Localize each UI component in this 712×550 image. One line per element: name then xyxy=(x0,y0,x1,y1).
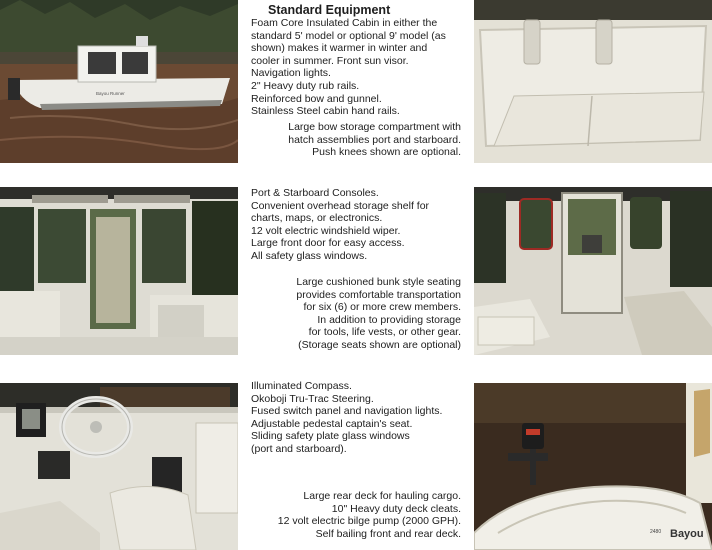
text-line: 12 volt electric windshield wiper. xyxy=(251,224,401,237)
text-line: 10" Heavy duty deck cleats. xyxy=(331,502,461,515)
seating-description xyxy=(296,276,461,352)
text-line: Fused switch panel and navigation lights. xyxy=(251,405,443,418)
text-line: shown) makes it warmer in winter and xyxy=(251,42,428,55)
photo-rear-deck xyxy=(474,383,712,550)
boat-side-text: Bayou Runner xyxy=(96,91,125,96)
hull-number-text: 2480 xyxy=(650,529,662,535)
photo-boat-on-water xyxy=(0,0,238,163)
text-line: Large rear deck for hauling cargo. xyxy=(303,490,461,502)
text-line: Adjustable pedestal captain's seat. xyxy=(251,417,413,430)
text-line: (Storage seats shown are optional) xyxy=(298,338,461,351)
text-line: Large bow storage compartment with xyxy=(288,121,461,133)
text-line: 12 volt electric bilge pump (2000 GPH). xyxy=(277,515,461,528)
helm-description xyxy=(251,380,442,456)
text-line: cooler in summer. Front sun visor. xyxy=(251,54,409,67)
text-line: Large front door for easy access. xyxy=(251,237,405,250)
text-line: Illuminated Compass. xyxy=(251,380,352,392)
text-line: provides comfortable transportation xyxy=(296,288,461,301)
text-line: 2" Heavy duty rub rails. xyxy=(251,79,360,92)
text-line: charts, maps, or electronics. xyxy=(251,212,383,225)
text-line: Push knees shown are optional. xyxy=(312,146,461,159)
text-line: standard 5' model or optional 9' model (as xyxy=(251,29,446,42)
text-line: Navigation lights. xyxy=(251,67,331,80)
rear-deck-description xyxy=(278,490,461,540)
text-line: (port and starboard). xyxy=(251,442,347,455)
photo-bunk-seating xyxy=(474,187,712,355)
bow-storage-description xyxy=(288,121,461,159)
text-line: All safety glass windows. xyxy=(251,249,368,262)
photo-console-interior xyxy=(0,187,238,355)
text-line: Stainless Steel cabin hand rails. xyxy=(251,105,400,118)
text-line: Sliding safety plate glass windows xyxy=(251,430,410,443)
text-line: Reinforced bow and gunnel. xyxy=(251,92,382,105)
text-line: Okoboji Tru-Trac Steering. xyxy=(251,392,374,405)
text-line: In addition to providing storage xyxy=(317,313,461,326)
text-line: Self bailing front and rear deck. xyxy=(315,527,461,540)
text-line: for six (6) or more crew members. xyxy=(303,301,461,314)
photo-helm xyxy=(0,383,238,550)
page-title: Standard Equipment xyxy=(268,3,391,17)
hull-badge-text: Bayou xyxy=(670,528,704,540)
text-line: for tools, life vests, or other gear. xyxy=(308,326,461,339)
text-line: hatch assemblies port and starboard. xyxy=(288,133,461,146)
photo-bow-storage xyxy=(474,0,712,163)
text-line: Large cushioned bunk style seating xyxy=(296,276,461,288)
text-line: Foam Core Insulated Cabin in either the xyxy=(251,17,438,29)
consoles-description xyxy=(251,187,429,263)
cabin-description xyxy=(251,17,446,118)
text-line: Port & Starboard Consoles. xyxy=(251,187,379,199)
text-line: Convenient overhead storage shelf for xyxy=(251,199,430,212)
